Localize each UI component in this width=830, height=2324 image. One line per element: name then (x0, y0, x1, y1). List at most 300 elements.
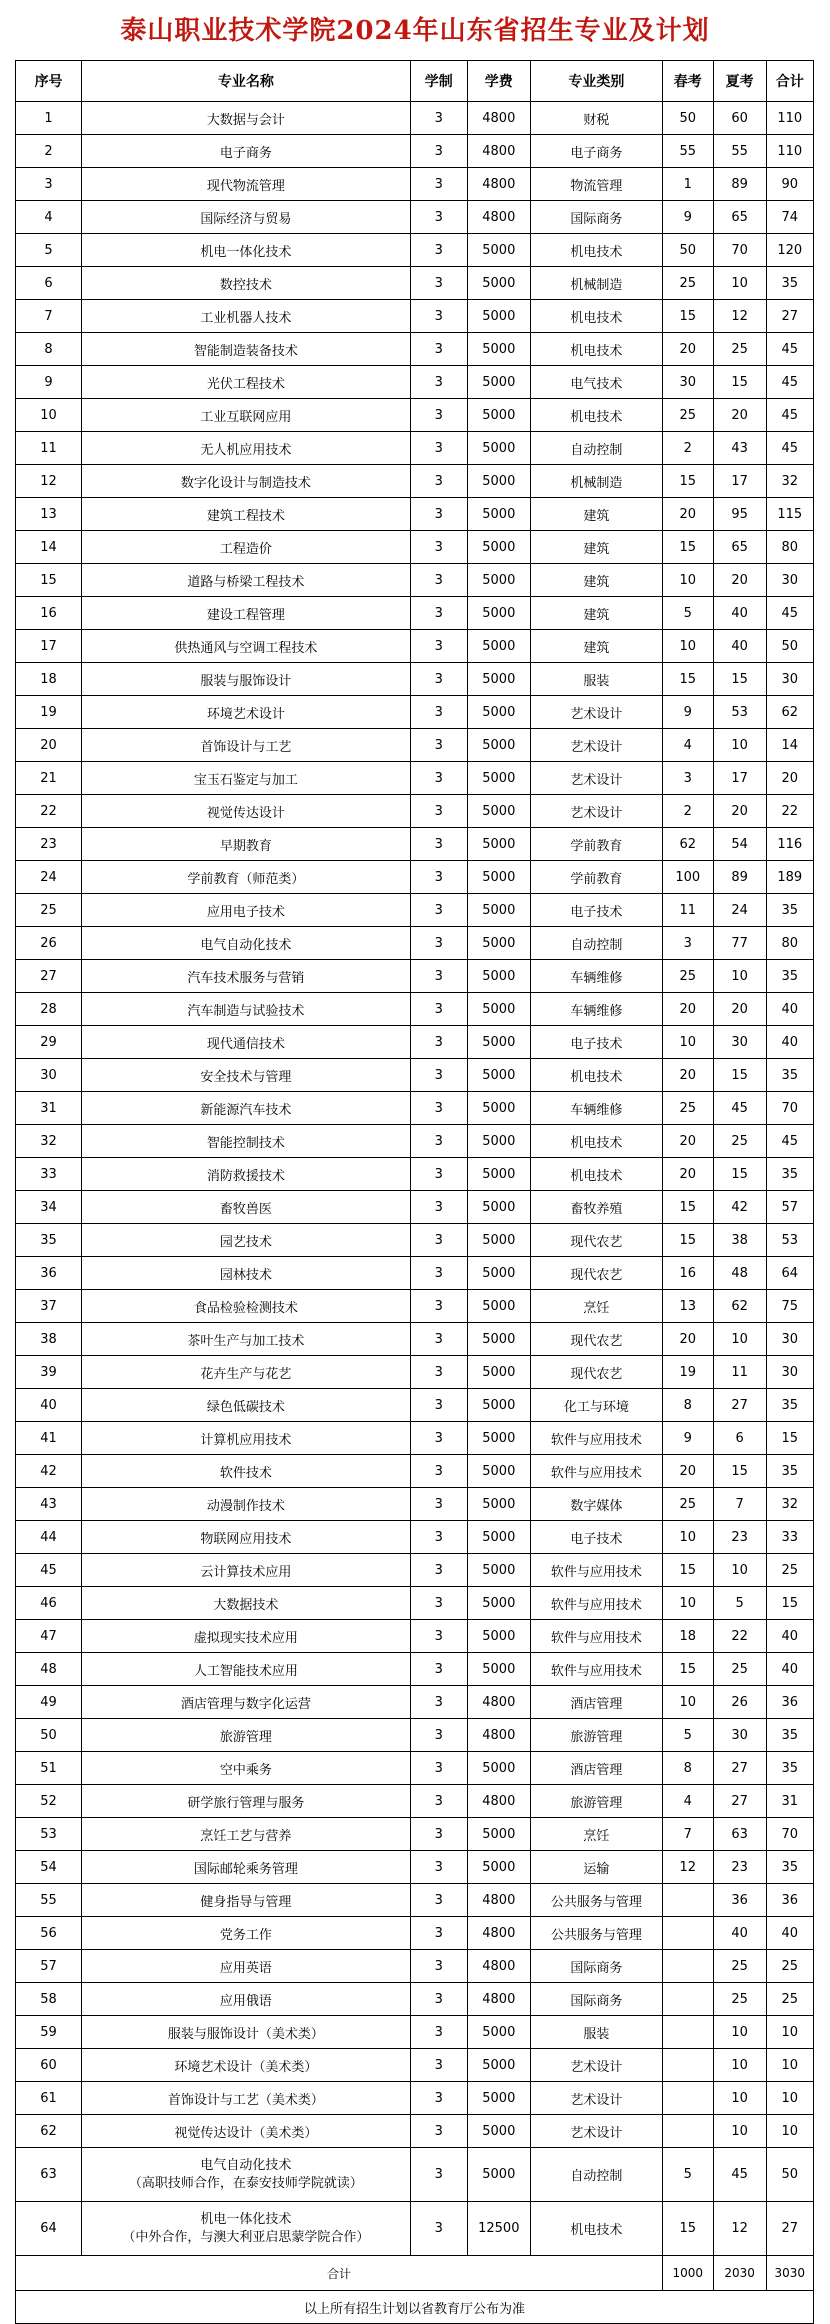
row-total: 74 (766, 201, 813, 234)
row-total: 36 (766, 1686, 813, 1719)
row-seq: 51 (16, 1752, 82, 1785)
row-years: 3 (410, 795, 467, 828)
row-seq: 47 (16, 1620, 82, 1653)
row-summer: 15 (713, 1059, 766, 1092)
header-category: 专业类别 (530, 61, 662, 102)
row-total: 32 (766, 1488, 813, 1521)
row-years: 3 (410, 993, 467, 1026)
row-summer: 12 (713, 300, 766, 333)
row-name: 建筑工程技术 (82, 498, 410, 531)
row-seq: 35 (16, 1224, 82, 1257)
row-years: 3 (410, 1851, 467, 1884)
row-spring: 9 (662, 696, 713, 729)
row-spring: 50 (662, 234, 713, 267)
row-years: 3 (410, 762, 467, 795)
row-name: 数控技术 (82, 267, 410, 300)
row-total: 45 (766, 399, 813, 432)
row-seq: 28 (16, 993, 82, 1026)
row-fee: 5000 (467, 1851, 530, 1884)
row-seq: 56 (16, 1917, 82, 1950)
row-years: 3 (410, 234, 467, 267)
row-name: 电气自动化技术 (82, 927, 410, 960)
row-summer: 27 (713, 1389, 766, 1422)
row-fee: 5000 (467, 1191, 530, 1224)
row-summer: 23 (713, 1521, 766, 1554)
row-years: 3 (410, 927, 467, 960)
row-spring: 50 (662, 102, 713, 135)
row-category: 软件与应用技术 (530, 1587, 662, 1620)
row-seq: 15 (16, 564, 82, 597)
row-spring: 20 (662, 1455, 713, 1488)
row-years: 3 (410, 1356, 467, 1389)
row-fee: 5000 (467, 762, 530, 795)
row-name: 软件技术 (82, 1455, 410, 1488)
row-seq: 52 (16, 1785, 82, 1818)
row-total: 40 (766, 993, 813, 1026)
row-fee: 5000 (467, 1587, 530, 1620)
row-years: 3 (410, 2016, 467, 2049)
row-years: 3 (410, 1917, 467, 1950)
header-seq: 序号 (16, 61, 82, 102)
row-category: 艺术设计 (530, 2082, 662, 2115)
row-spring: 100 (662, 861, 713, 894)
row-total: 15 (766, 1587, 813, 1620)
row-fee: 5000 (467, 927, 530, 960)
row-name: 新能源汽车技术 (82, 1092, 410, 1125)
table-row (16, 2016, 814, 2049)
row-total: 10 (766, 2115, 813, 2148)
row-spring (662, 2082, 713, 2115)
table-row (16, 432, 814, 465)
row-category: 机械制造 (530, 465, 662, 498)
row-category: 建筑 (530, 630, 662, 663)
row-category: 艺术设计 (530, 795, 662, 828)
row-total: 40 (766, 1917, 813, 1950)
row-fee: 5000 (467, 993, 530, 1026)
table-row (16, 1290, 814, 1323)
row-total: 25 (766, 1983, 813, 2016)
row-name: 旅游管理 (82, 1719, 410, 1752)
table-row (16, 1191, 814, 1224)
table-row (16, 1950, 814, 1983)
row-spring: 62 (662, 828, 713, 861)
row-years: 3 (410, 1752, 467, 1785)
row-seq: 55 (16, 1884, 82, 1917)
row-category: 机电技术 (530, 300, 662, 333)
row-category: 财税 (530, 102, 662, 135)
row-category: 车辆维修 (530, 993, 662, 1026)
row-name-line2: （高职技师合作，在泰安技师学院就读） (128, 2175, 363, 2191)
row-years: 3 (410, 1389, 467, 1422)
row-spring: 9 (662, 201, 713, 234)
table-row (16, 1818, 814, 1851)
row-seq: 18 (16, 663, 82, 696)
row-years: 3 (410, 696, 467, 729)
row-years: 3 (410, 399, 467, 432)
row-summer: 10 (713, 267, 766, 300)
row-fee: 5000 (467, 1620, 530, 1653)
row-category: 车辆维修 (530, 960, 662, 993)
row-fee: 5000 (467, 696, 530, 729)
row-spring: 20 (662, 1125, 713, 1158)
table-row (16, 2082, 814, 2115)
row-spring: 9 (662, 1422, 713, 1455)
table-row (16, 1521, 814, 1554)
row-fee: 5000 (467, 564, 530, 597)
row-total: 25 (766, 1950, 813, 1983)
row-years: 3 (410, 828, 467, 861)
row-summer: 77 (713, 927, 766, 960)
row-fee: 5000 (467, 597, 530, 630)
row-spring: 13 (662, 1290, 713, 1323)
row-spring: 10 (662, 564, 713, 597)
row-name: 工程造价 (82, 531, 410, 564)
row-category: 现代农艺 (530, 1356, 662, 1389)
row-summer: 45 (713, 2148, 766, 2202)
row-seq: 23 (16, 828, 82, 861)
row-name: 数字化设计与制造技术 (82, 465, 410, 498)
row-name: 党务工作 (82, 1917, 410, 1950)
row-spring: 20 (662, 333, 713, 366)
table-row (16, 729, 814, 762)
table-row (16, 1884, 814, 1917)
row-category: 公共服务与管理 (530, 1884, 662, 1917)
row-category: 旅游管理 (530, 1785, 662, 1818)
row-seq: 17 (16, 630, 82, 663)
row-seq: 38 (16, 1323, 82, 1356)
row-fee: 5000 (467, 432, 530, 465)
row-years: 3 (410, 2115, 467, 2148)
table-row (16, 333, 814, 366)
row-spring (662, 1950, 713, 1983)
row-spring (662, 1917, 713, 1950)
row-category: 运输 (530, 1851, 662, 1884)
row-category: 化工与环境 (530, 1389, 662, 1422)
row-spring: 10 (662, 630, 713, 663)
row-fee: 5000 (467, 1818, 530, 1851)
row-spring: 5 (662, 1719, 713, 1752)
row-spring: 10 (662, 1521, 713, 1554)
row-category: 车辆维修 (530, 1092, 662, 1125)
row-years: 3 (410, 1884, 467, 1917)
row-category: 国际商务 (530, 1950, 662, 1983)
row-spring: 15 (662, 531, 713, 564)
row-total: 25 (766, 1554, 813, 1587)
row-fee: 5000 (467, 861, 530, 894)
row-total: 35 (766, 1455, 813, 1488)
row-spring: 10 (662, 1686, 713, 1719)
row-years: 3 (410, 663, 467, 696)
row-total: 50 (766, 630, 813, 663)
row-spring: 25 (662, 960, 713, 993)
row-fee: 5000 (467, 2049, 530, 2082)
row-years: 3 (410, 894, 467, 927)
row-seq: 14 (16, 531, 82, 564)
row-seq: 5 (16, 234, 82, 267)
row-summer: 48 (713, 1257, 766, 1290)
row-total: 90 (766, 168, 813, 201)
row-years: 3 (410, 597, 467, 630)
row-summer: 53 (713, 696, 766, 729)
row-fee: 5000 (467, 333, 530, 366)
row-years: 3 (410, 2202, 467, 2256)
row-years: 3 (410, 1686, 467, 1719)
row-years: 3 (410, 366, 467, 399)
row-name-line2: （中外合作，与澳大利亚启思蒙学院合作） (122, 2229, 370, 2245)
row-spring: 10 (662, 1587, 713, 1620)
table-row (16, 1356, 814, 1389)
row-years: 3 (410, 1488, 467, 1521)
total-label: 合计 (16, 2256, 663, 2291)
row-category: 软件与应用技术 (530, 1455, 662, 1488)
row-years: 3 (410, 1521, 467, 1554)
row-summer: 15 (713, 1455, 766, 1488)
table-row (16, 201, 814, 234)
row-summer: 10 (713, 2115, 766, 2148)
row-total: 30 (766, 564, 813, 597)
row-summer: 10 (713, 2049, 766, 2082)
row-name: 安全技术与管理 (82, 1059, 410, 1092)
row-years: 3 (410, 1455, 467, 1488)
row-total: 80 (766, 531, 813, 564)
row-total: 45 (766, 333, 813, 366)
row-name: 服装与服饰设计 (82, 663, 410, 696)
row-summer: 10 (713, 1323, 766, 1356)
row-seq: 33 (16, 1158, 82, 1191)
row-total: 35 (766, 960, 813, 993)
row-name: 应用俄语 (82, 1983, 410, 2016)
row-summer: 89 (713, 168, 766, 201)
row-fee: 4800 (467, 1917, 530, 1950)
row-spring: 15 (662, 1554, 713, 1587)
row-name: 智能控制技术 (82, 1125, 410, 1158)
row-name: 消防救援技术 (82, 1158, 410, 1191)
row-total: 27 (766, 2202, 813, 2256)
table-row (16, 1653, 814, 1686)
row-spring: 25 (662, 267, 713, 300)
header-years: 学制 (410, 61, 467, 102)
table-row (16, 861, 814, 894)
row-summer: 24 (713, 894, 766, 927)
row-category: 软件与应用技术 (530, 1653, 662, 1686)
row-summer: 60 (713, 102, 766, 135)
table-row (16, 2049, 814, 2082)
row-spring: 2 (662, 795, 713, 828)
row-summer: 95 (713, 498, 766, 531)
row-years: 3 (410, 1125, 467, 1158)
table-row (16, 1851, 814, 1884)
row-spring: 19 (662, 1356, 713, 1389)
row-total: 36 (766, 1884, 813, 1917)
row-name: 首饰设计与工艺（美术类） (82, 2082, 410, 2115)
row-spring: 15 (662, 1191, 713, 1224)
row-name-line1: 电气自动化技术 (200, 2157, 292, 2173)
row-category: 物流管理 (530, 168, 662, 201)
row-years: 3 (410, 300, 467, 333)
total-summer: 2030 (713, 2256, 766, 2291)
row-name: 汽车制造与试验技术 (82, 993, 410, 1026)
row-years: 3 (410, 1059, 467, 1092)
row-years: 3 (410, 1653, 467, 1686)
row-fee: 5000 (467, 1389, 530, 1422)
row-category: 烹饪 (530, 1818, 662, 1851)
row-total: 53 (766, 1224, 813, 1257)
row-fee: 4800 (467, 1719, 530, 1752)
row-category: 服装 (530, 2016, 662, 2049)
row-seq: 6 (16, 267, 82, 300)
row-name: 畜牧兽医 (82, 1191, 410, 1224)
row-total: 35 (766, 1851, 813, 1884)
table-row (16, 1554, 814, 1587)
row-summer: 30 (713, 1719, 766, 1752)
row-category: 艺术设计 (530, 2115, 662, 2148)
row-total: 30 (766, 1323, 813, 1356)
row-category: 现代农艺 (530, 1323, 662, 1356)
row-fee: 5000 (467, 267, 530, 300)
row-summer: 20 (713, 399, 766, 432)
row-fee: 5000 (467, 1653, 530, 1686)
row-category: 建筑 (530, 531, 662, 564)
row-fee: 5000 (467, 399, 530, 432)
row-seq: 48 (16, 1653, 82, 1686)
row-seq: 24 (16, 861, 82, 894)
row-seq: 30 (16, 1059, 82, 1092)
row-seq: 3 (16, 168, 82, 201)
row-category: 酒店管理 (530, 1752, 662, 1785)
row-summer: 30 (713, 1026, 766, 1059)
row-seq: 40 (16, 1389, 82, 1422)
table-row (16, 102, 814, 135)
row-fee: 5000 (467, 663, 530, 696)
row-name: 环境艺术设计（美术类） (82, 2049, 410, 2082)
row-name: 早期教育 (82, 828, 410, 861)
row-category: 艺术设计 (530, 762, 662, 795)
row-name: 物联网应用技术 (82, 1521, 410, 1554)
row-seq: 44 (16, 1521, 82, 1554)
table-row (16, 1125, 814, 1158)
table-row (16, 498, 814, 531)
row-category: 软件与应用技术 (530, 1554, 662, 1587)
row-summer: 36 (713, 1884, 766, 1917)
row-category: 现代农艺 (530, 1224, 662, 1257)
row-summer: 65 (713, 201, 766, 234)
row-seq: 29 (16, 1026, 82, 1059)
row-category: 机电技术 (530, 333, 662, 366)
row-seq: 9 (16, 366, 82, 399)
row-category: 电子技术 (530, 1026, 662, 1059)
table-row (16, 630, 814, 663)
row-seq: 26 (16, 927, 82, 960)
table-row (16, 1026, 814, 1059)
row-years: 3 (410, 1026, 467, 1059)
row-years: 3 (410, 168, 467, 201)
table-row (16, 168, 814, 201)
row-years: 3 (410, 630, 467, 663)
table-row (16, 234, 814, 267)
table-row (16, 399, 814, 432)
table-row (16, 1488, 814, 1521)
row-years: 3 (410, 267, 467, 300)
row-category: 畜牧养殖 (530, 1191, 662, 1224)
row-summer: 10 (713, 960, 766, 993)
table-row (16, 762, 814, 795)
row-seq: 61 (16, 2082, 82, 2115)
row-summer: 15 (713, 366, 766, 399)
row-category: 学前教育 (530, 828, 662, 861)
row-category: 机电技术 (530, 1059, 662, 1092)
row-category: 电气技术 (530, 366, 662, 399)
table-row (16, 1785, 814, 1818)
row-summer: 17 (713, 465, 766, 498)
table-row (16, 465, 814, 498)
row-seq: 50 (16, 1719, 82, 1752)
row-fee: 5000 (467, 465, 530, 498)
row-name: 应用英语 (82, 1950, 410, 1983)
row-total: 70 (766, 1092, 813, 1125)
enrollment-plan-table (15, 60, 814, 2324)
row-name: 酒店管理与数字化运营 (82, 1686, 410, 1719)
row-fee: 4800 (467, 1983, 530, 2016)
table-row (16, 2148, 814, 2202)
row-fee: 4800 (467, 102, 530, 135)
row-name: 茶叶生产与加工技术 (82, 1323, 410, 1356)
row-category: 公共服务与管理 (530, 1917, 662, 1950)
row-years: 3 (410, 201, 467, 234)
row-category: 艺术设计 (530, 696, 662, 729)
row-total: 33 (766, 1521, 813, 1554)
row-spring: 15 (662, 663, 713, 696)
row-years: 3 (410, 1785, 467, 1818)
table-row (16, 1917, 814, 1950)
row-total: 40 (766, 1620, 813, 1653)
row-years: 3 (410, 1257, 467, 1290)
row-spring: 25 (662, 1092, 713, 1125)
row-summer: 40 (713, 1917, 766, 1950)
row-name-line1: 机电一体化技术 (200, 2211, 292, 2227)
row-fee: 5000 (467, 366, 530, 399)
row-years: 3 (410, 1587, 467, 1620)
row-name: 供热通风与空调工程技术 (82, 630, 410, 663)
row-total: 10 (766, 2016, 813, 2049)
row-summer: 40 (713, 630, 766, 663)
table-row (16, 531, 814, 564)
row-years: 3 (410, 2049, 467, 2082)
row-name: 智能制造装备技术 (82, 333, 410, 366)
row-spring: 4 (662, 729, 713, 762)
table-row (16, 2115, 814, 2148)
row-years: 3 (410, 102, 467, 135)
row-name: 园林技术 (82, 1257, 410, 1290)
row-name: 无人机应用技术 (82, 432, 410, 465)
row-category: 电子技术 (530, 1521, 662, 1554)
row-spring: 16 (662, 1257, 713, 1290)
row-spring: 15 (662, 465, 713, 498)
row-fee: 5000 (467, 1488, 530, 1521)
total-row (16, 2256, 814, 2291)
row-fee: 5000 (467, 894, 530, 927)
row-summer: 10 (713, 729, 766, 762)
row-fee: 5000 (467, 2082, 530, 2115)
table-row (16, 1224, 814, 1257)
row-summer: 25 (713, 1125, 766, 1158)
row-seq: 19 (16, 696, 82, 729)
row-total: 120 (766, 234, 813, 267)
row-summer: 55 (713, 135, 766, 168)
row-name: 国际经济与贸易 (82, 201, 410, 234)
row-category: 自动控制 (530, 927, 662, 960)
row-total: 35 (766, 1158, 813, 1191)
row-fee: 5000 (467, 1323, 530, 1356)
